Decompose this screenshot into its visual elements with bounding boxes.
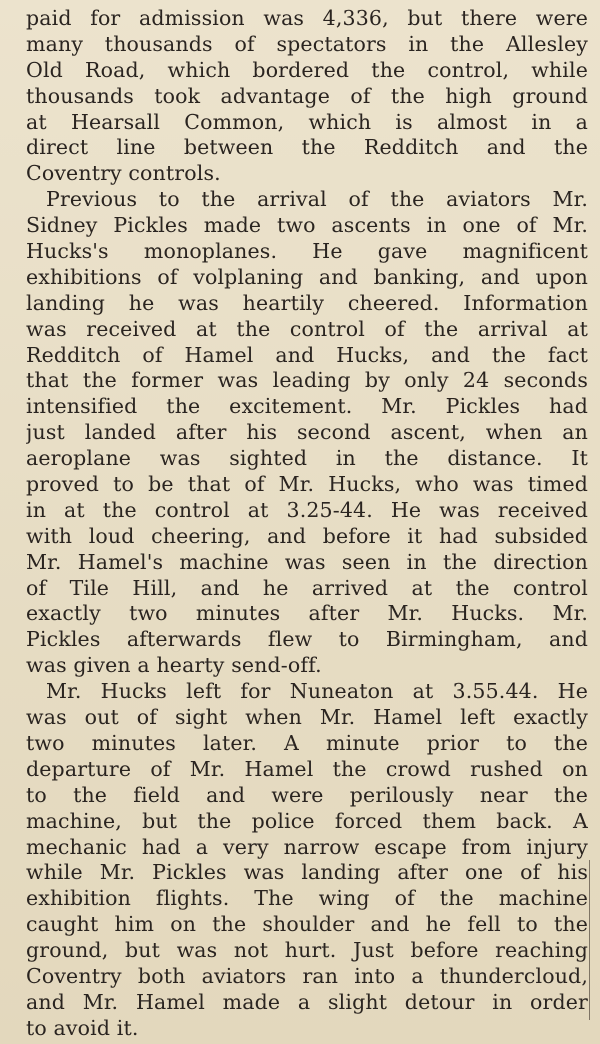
text-line: with loud cheering, and before it had subsided	[26, 523, 588, 548]
text-line: was given a hearty send-off.	[26, 653, 322, 678]
text-line: mechanic had a very narrow escape from injury	[26, 834, 588, 859]
text-line: at Hearsall Common, which is almost in a	[26, 109, 588, 134]
text-line: in at the control at 3.25-44. He was received	[26, 497, 588, 522]
text-line: Hucks's monoplanes. He gave magnificent	[26, 239, 588, 264]
text-line: Old Road, which bordered the control, while	[26, 57, 588, 82]
text-line: Pickles afterwards flew to Birmingham, and	[26, 627, 588, 652]
text-line: direct line between the Redditch and the	[26, 135, 588, 160]
text-line: exhibitions of volplaning and banking, and upon	[26, 264, 588, 289]
text-line: proved to be that of Mr. Hucks, who was timed	[26, 472, 588, 497]
text-line: intensified the excitement. Mr. Pickles had	[26, 394, 588, 419]
article-column	[26, 6, 588, 1042]
text-line: machine, but the police forced them back. A	[26, 808, 588, 833]
text-line: and Mr. Hamel made a slight detour in order	[26, 989, 588, 1014]
text-line: aeroplane was sighted in the distance. It	[26, 446, 588, 471]
text-line: just landed after his second ascent, when an	[26, 420, 588, 445]
text-line: to the field and were perilously near the	[26, 782, 588, 807]
text-line: thousands took advantage of the high ground	[26, 83, 588, 108]
paragraph-start-line: Previous to the arrival of the aviators Mr.	[46, 187, 588, 212]
text-line: landing he was heartily cheered. Information	[26, 290, 588, 315]
text-line: was received at the control of the arrival at	[26, 316, 588, 341]
text-line: while Mr. Pickles was landing after one of his	[26, 860, 588, 885]
text-line: to avoid it.	[26, 1015, 139, 1040]
text-line: Mr. Hamel's machine was seen in the direction	[26, 549, 588, 574]
text-line: exactly two minutes after Mr. Hucks. Mr.	[26, 601, 588, 626]
paragraph-start-line: Mr. Hucks left for Nuneaton at 3.55.44. He	[46, 679, 588, 704]
text-line: of Tile Hill, and he arrived at the control	[26, 575, 588, 600]
text-line: many thousands of spectators in the Allesley	[26, 31, 588, 56]
text-line: ground, but was not hurt. Just before reaching	[26, 938, 588, 963]
text-line: departure of Mr. Hamel the crowd rushed on	[26, 756, 588, 781]
text-line: that the former was leading by only 24 seconds	[26, 368, 588, 393]
text-line: exhibition flights. The wing of the machine	[26, 886, 588, 911]
text-line: caught him on the shoulder and he fell to the	[26, 912, 588, 937]
column-rule	[589, 860, 590, 1020]
text-line: Sidney Pickles made two ascents in one of Mr.	[26, 213, 588, 238]
text-line: Coventry both aviators ran into a thundercloud,	[26, 963, 588, 988]
text-line: Coventry controls.	[26, 161, 221, 186]
text-line: two minutes later. A minute prior to the	[26, 730, 588, 755]
text-line: was out of sight when Mr. Hamel left exactly	[26, 705, 588, 730]
text-line: Redditch of Hamel and Hucks, and the fact	[26, 342, 588, 367]
text-line: paid for admission was 4,336, but there were	[26, 6, 588, 30]
